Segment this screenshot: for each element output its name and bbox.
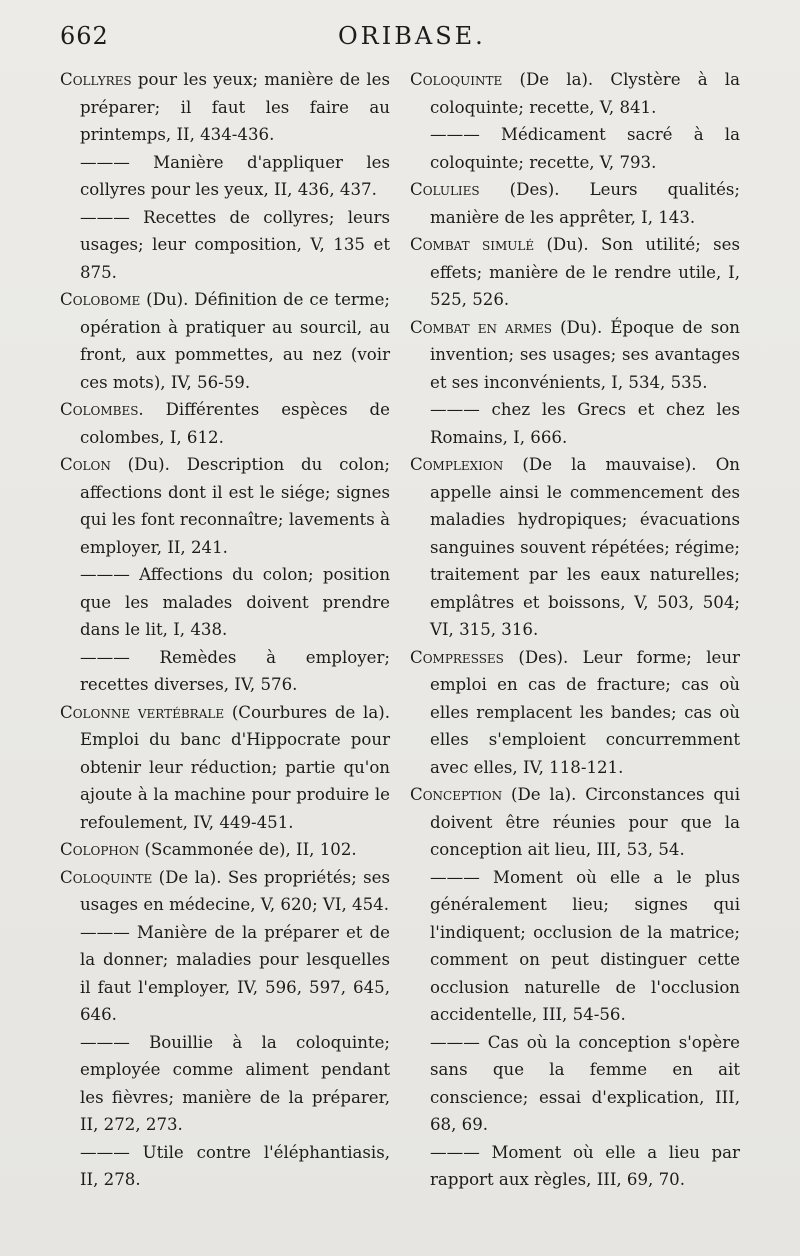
entry-headword: Colulies [410, 180, 480, 199]
entry-text: Recettes de collyres; leurs usages; leur composition, V, 135 et 875. [80, 207, 390, 282]
index-subentry [410, 864, 740, 1029]
entry-headword: Colon [60, 455, 111, 474]
entry-text: (Du). Définition de ce terme; opération à pratiquer au sourcil, au front, aux pommettes, au nez (voir ces mots), IV, 56-59. [80, 290, 390, 392]
entry-text: Différentes espèces de colombes, I, 612. [80, 400, 390, 447]
entry-text: (Scammonée de), II, 102. [139, 840, 357, 859]
entry-headword: Colonne vertébrale [60, 702, 225, 722]
entry-text: Bouillie à la coloquinte; employée comme aliment pendant les fièvres; manière de la préparer, II, 272, 273. [80, 1032, 390, 1134]
entry-text: Utile contre l'éléphantiasis, II, 278. [80, 1142, 391, 1189]
page-number: 662 [60, 22, 109, 50]
index-entry [60, 66, 390, 149]
index-entry [60, 286, 390, 396]
entry-text: Remèdes à employer; recettes diverses, IV, 576. [80, 647, 390, 694]
entry-text: Manière d'appliquer les collyres pour les yeux, II, 436, 437. [80, 152, 390, 199]
index-subentry [410, 121, 740, 176]
index-subentry [60, 1029, 390, 1139]
index-entry [410, 314, 740, 397]
index-entry [410, 644, 740, 782]
index-entry [410, 781, 740, 864]
entry-text: (Du). Son utilité; ses effets; manière de le rendre utile, I, 525, 526. [430, 235, 740, 309]
entry-headword: Colobome [60, 290, 141, 309]
entry-headword: Coloquinte [60, 867, 153, 887]
entry-headword: Colombes. [60, 400, 144, 419]
entry-headword: Combat simulé [410, 235, 535, 254]
entry-text: (Du). Époque de son invention; ses usages; ses avantages et ses inconvénients, I, 534, 535. [430, 317, 740, 392]
index-entry [60, 396, 390, 451]
index-subentry [60, 149, 390, 204]
index-entry [410, 66, 740, 121]
entry-text: Manière de la préparer et de la donner; maladies pour lesquelles il faut l'employer, IV, 596, 597, 645, 646. [80, 922, 390, 1024]
index-entry [410, 231, 740, 314]
right-index-column [410, 66, 740, 1194]
entry-headword: Colophon [60, 840, 140, 859]
entry-text: (De la). Clystère à la coloquinte; recette, V, 841. [430, 70, 740, 117]
index-subentry [60, 919, 390, 1029]
entry-headword: Coloquinte [410, 70, 503, 89]
index-subentry [60, 1139, 390, 1194]
index-subentry [60, 644, 390, 699]
index-subentry [410, 1029, 740, 1139]
entry-text: Moment où elle a le plus généralement lieu; signes qui l'indiquent; occlusion de la matrice; comment on peut distinguer cette occlusion naturelle de l'occlusion accidentelle, III, 54-56. [430, 867, 740, 1024]
index-subentry [60, 204, 390, 287]
index-entry [410, 451, 740, 644]
entry-headword: Complexion [410, 455, 504, 474]
entry-headword: Combat en armes [410, 317, 553, 337]
index-subentry [60, 561, 390, 644]
index-entry [60, 451, 390, 561]
entry-text: (Des). Leurs qualités; manière de les apprêter, I, 143. [430, 180, 740, 227]
entry-text: Cas où la conception s'opère sans que la femme en ait conscience; essai d'explication, III, 68, 69. [430, 1032, 740, 1134]
entry-text: Affections du colon; position que les malades doivent prendre dans le lit, I, 438. [80, 565, 391, 639]
entry-text: (De la). Circonstances qui doivent être réunies pour que la conception ait lieu, III, 53, 54. [430, 785, 740, 859]
entry-text: pour les yeux; manière de les préparer; il faut les faire au printemps, II, 434-436. [80, 70, 390, 144]
entry-text: (Des). Leur forme; leur emploi en cas de fracture; cas où elles remplacent les bandes; cas où elles s'emploient concurremment avec elles, IV, 118-121. [430, 647, 740, 777]
left-index-column [60, 66, 390, 1194]
entry-text: chez les Grecs et chez les Romains, I, 666. [430, 400, 740, 447]
entry-headword: Compresses [410, 647, 504, 667]
running-title: ORIBASE. [338, 22, 486, 50]
index-entry [60, 836, 390, 864]
index-entry [410, 176, 740, 231]
entry-text: (Courbures de la). Emploi du banc d'Hippocrate pour obtenir leur réduction; partie qu'on ajoute à la machine pour produire le refoulement, IV, 449-451. [80, 702, 391, 832]
entry-text: Moment où elle a lieu par rapport aux règles, III, 69, 70. [430, 1142, 740, 1189]
entry-text: (Du). Description du colon; affections dont il est le siége; signes qui les font reconnaître; lavements à employer, II, 241. [80, 455, 390, 557]
index-entry [60, 699, 390, 837]
index-entry [60, 864, 390, 919]
index-subentry [410, 396, 740, 451]
entry-headword: Collyres [60, 70, 132, 89]
entry-text: (De la mauvaise). On appelle ainsi le commencement des maladies hydropiques; évacuations sanguines souvent répétées; régime; traitement par les eaux naturelles; emplâtres et boissons, V, 503, 504; VI, 315, 316. [430, 455, 740, 639]
entry-text: Médicament sacré à la coloquinte; recette, V, 793. [430, 125, 740, 172]
entry-text: (De la). Ses propriétés; ses usages en médecine, V, 620; VI, 454. [80, 867, 390, 914]
entry-headword: Conception [410, 785, 503, 804]
index-subentry [410, 1139, 740, 1194]
